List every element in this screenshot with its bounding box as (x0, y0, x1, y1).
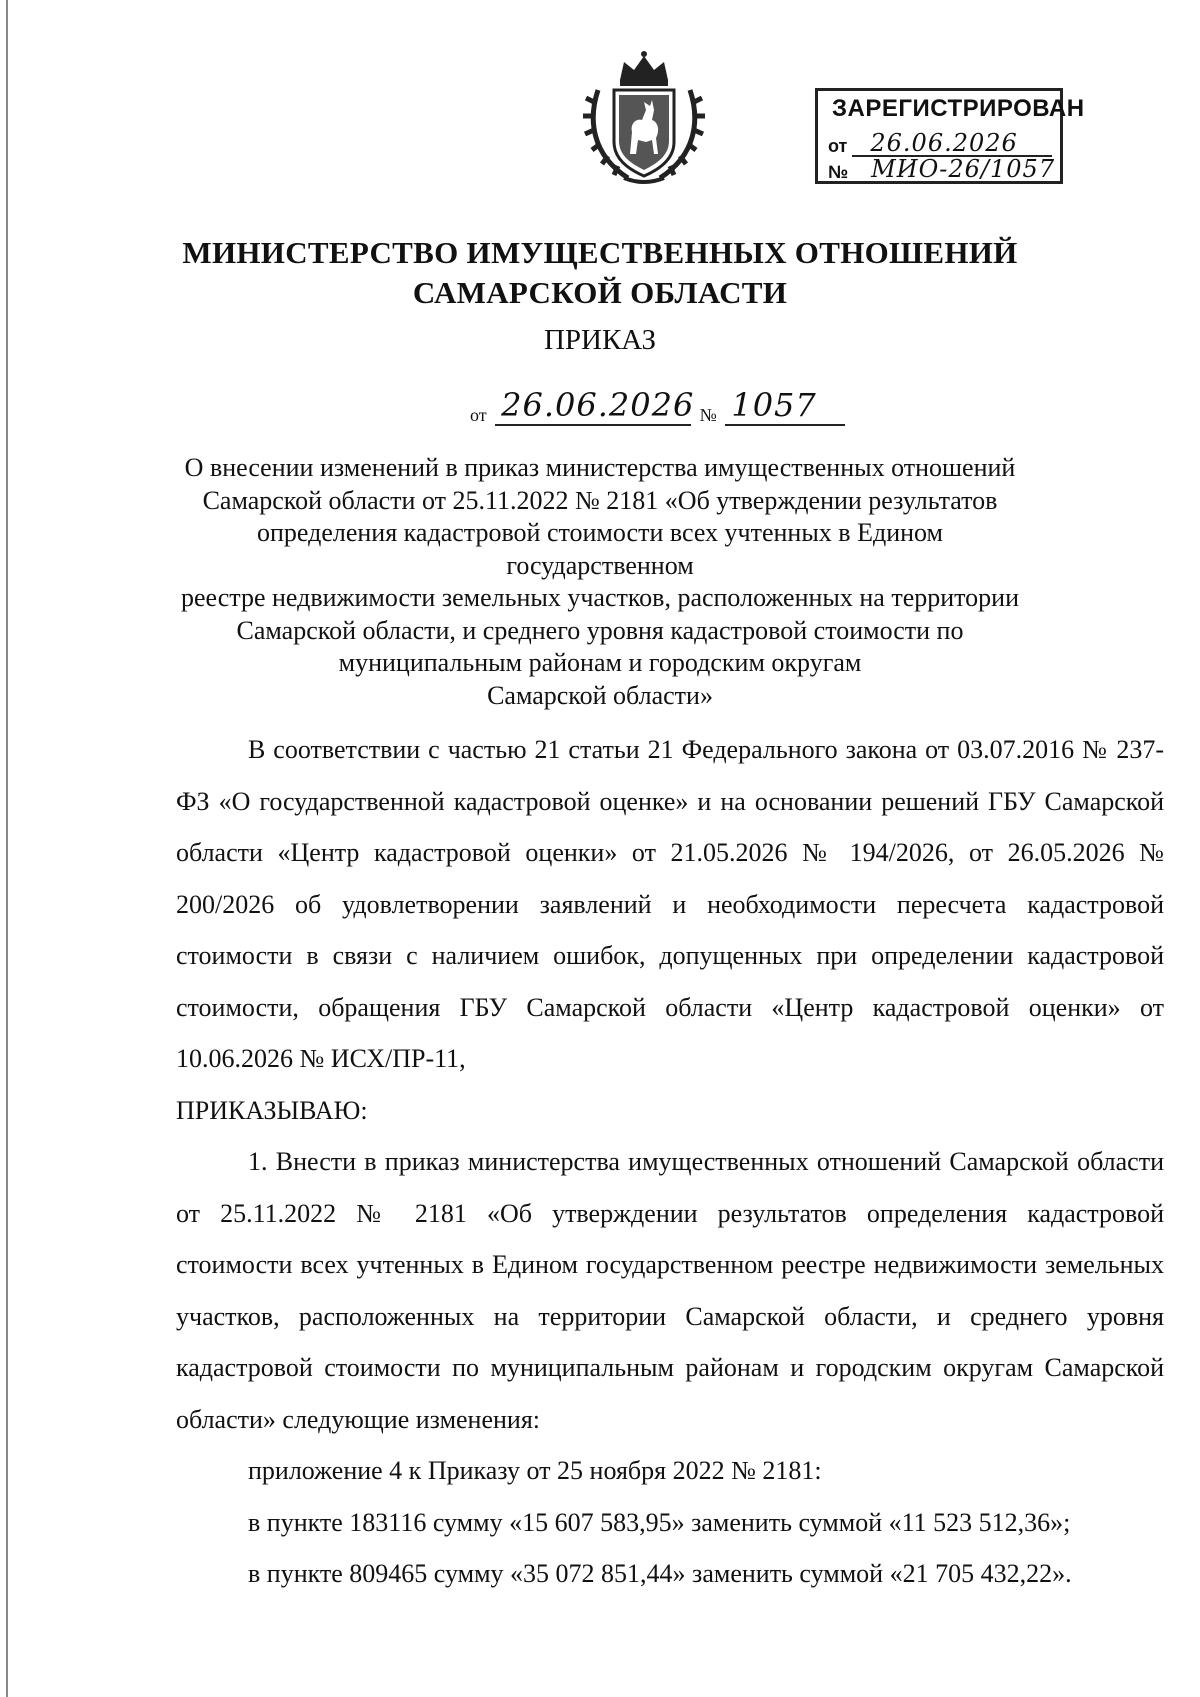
stamp-number-label: № (828, 162, 849, 182)
stamp-number-row (828, 155, 1056, 183)
order-subject (180, 452, 1020, 712)
order-number-handwritten: 1057 (731, 386, 817, 424)
amendment-line: в пункте 809465 сумму «35 072 851,44» заменить суммой «21 705 432,22». (248, 1559, 1072, 1588)
document-type: ПРИКАЗ (543, 324, 657, 356)
item-1-paragraph: 1. Внести в приказ министерства имущественных отношений Самарской области от 25.11.2022 № 2181 «Об утверждении результатов определения кадастровой стоимости всех учтенных в Едином государственном реестре недвижимости земельных участков, расположенных на территории Самарской области, и среднего уровня кадастровой стоимости по муниципальным районам и городским округам Самарской области» следующие изменения: (176, 1147, 1164, 1434)
coat-of-arms-emblem (580, 50, 708, 186)
stamp-date-handwritten: 26.06.2026 (870, 129, 1018, 157)
stamp-title: ЗАРЕГИСТРИРОВАН (832, 95, 1085, 122)
stamp-date-row (828, 129, 1052, 157)
stamp-date-label: от (828, 136, 848, 156)
ministry-line-1: МИНИСТЕРСТВО ИМУЩЕСТВЕННЫХ ОТНОШЕНИЙ (182, 235, 1018, 270)
amendment-line: в пункте 183116 сумму «15 607 583,95» заменить суммой «11 523 512,36»; (248, 1507, 1071, 1537)
subject-line: муниципальным районам и городским округам (338, 648, 862, 677)
appendix-line: приложение 4 к Приказу от 25 ноября 2022 № 2181: (248, 1456, 822, 1485)
subject-line: определения кадастровой стоимости всех учтенных в Едином государственном (257, 518, 943, 580)
order-date-label: от (470, 405, 487, 425)
registration-stamp (815, 88, 1085, 184)
subject-line: Самарской области от 25.11.2022 № 2181 «Об утверждении результатов (202, 485, 998, 515)
preamble-paragraph: В соответствии с частью 21 статьи 21 Федерального закона от 03.07.2016 № 237-ФЗ «О государственной кадастровой оценке» и на основании решений ГБУ Самарской области «Центр кадастровой оценки» от 21.05.2026 № 194/2026, от 26.05.2026 № 200/2026 об удовлетворении заявлений и необходимости пересчета кадастровой стоимости в связи с наличием ошибок, допущенных при определении кадастровой стоимости, обращения ГБУ Самарской области «Центр кадастровой оценки» от 10.06.2026 № ИСХ/ПР-11, (176, 735, 1164, 1073)
order-date-handwritten: 26.06.2026 (501, 386, 695, 424)
ministry-heading (0, 233, 1200, 313)
ministry-line-2: САМАРСКОЙ ОБЛАСТИ (412, 275, 788, 310)
stamp-number-handwritten: МИО-26/1057 (871, 155, 1056, 183)
subject-line: реестре недвижимости земельных участков, расположенных на территории (181, 583, 1019, 612)
subject-line: Самарской области» (487, 680, 713, 710)
subject-line: Самарской области, и среднего уровня кадастровой стоимости по (236, 615, 964, 645)
order-word: ПРИКАЗЫВАЮ: (176, 1095, 368, 1125)
order-date-number (470, 388, 849, 426)
subject-line: О внесении изменений в приказ министерства имущественных отношений (184, 453, 1016, 482)
order-number-label: № (699, 405, 717, 425)
order-body (176, 724, 1164, 1600)
